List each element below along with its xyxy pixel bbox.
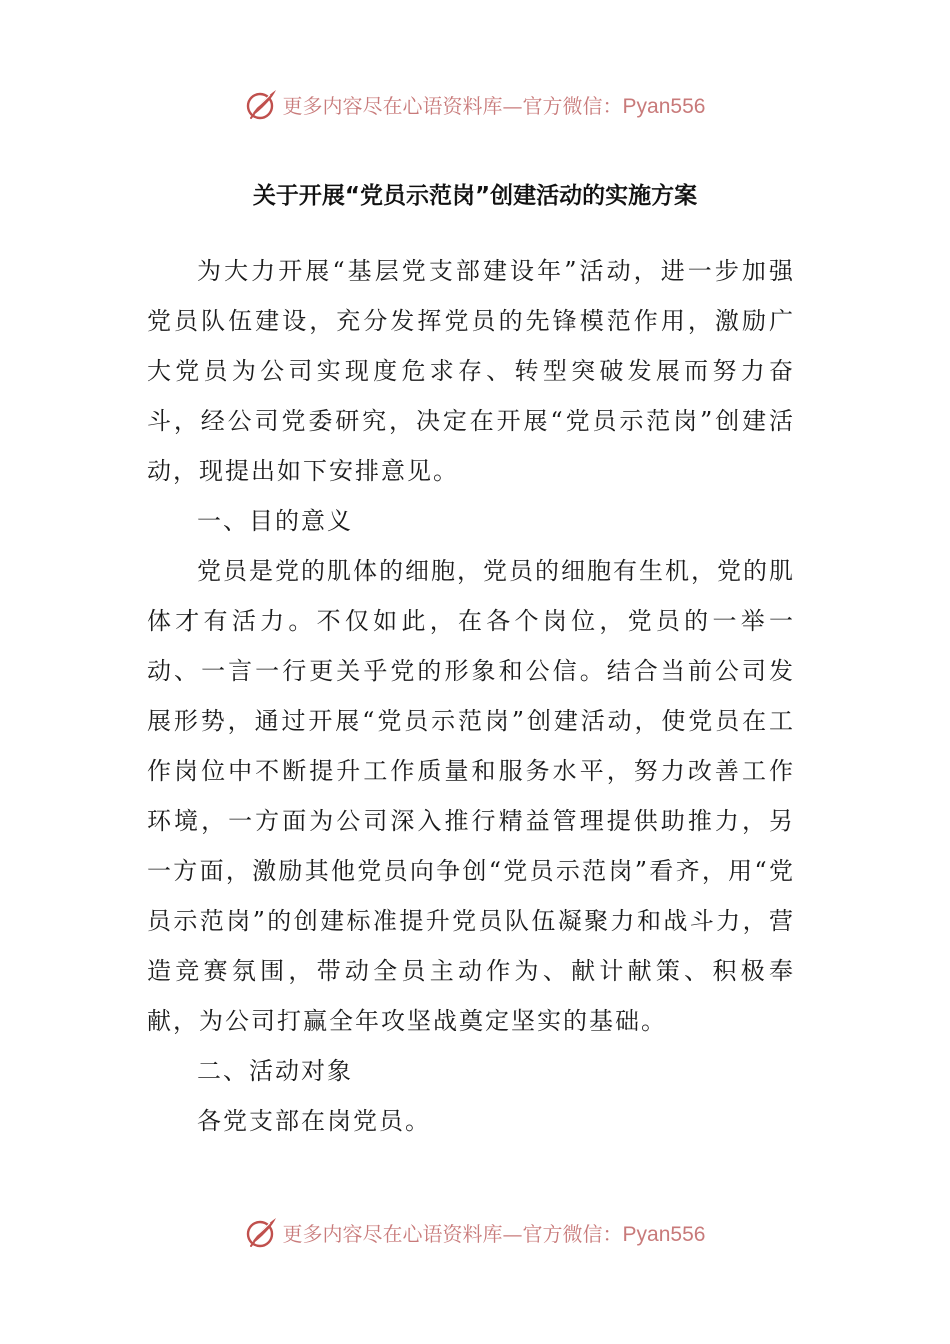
section-heading-purpose: 一、目的意义 <box>197 507 353 535</box>
quill-pen-logo-icon <box>245 1215 279 1249</box>
watermark-prefix: 更多内容尽在心语资料库—官方微信： <box>282 1221 623 1246</box>
header-watermark <box>0 84 950 124</box>
footer-watermark <box>0 1212 950 1252</box>
watermark-wechat-id: Pyan556 <box>622 94 706 118</box>
quill-pen-logo-icon <box>245 87 279 121</box>
paragraph-target: 各党支部在岗党员。 <box>197 1107 431 1135</box>
watermark-wechat-id: Pyan556 <box>622 1222 706 1246</box>
paragraph-intro: 为大力开展“基层党支部建设年”活动，进一步加强党员队伍建设，充分发挥党员的先锋模范作用，激励广大党员为公司实现度危求存、转型突破发展而努力奋斗，经公司党委研究，决定在开展“党员示范岗”创建活动，现提出如下安排意见。 <box>147 257 795 485</box>
document-title: 关于开展“党员示范岗”创建活动的实施方案 <box>252 183 698 209</box>
watermark-text <box>283 90 706 119</box>
section-heading-target: 二、活动对象 <box>197 1057 353 1085</box>
document-body <box>147 246 795 1146</box>
paragraph-purpose: 党员是党的肌体的细胞，党员的细胞有生机，党的肌体才有活力。不仅如此，在各个岗位，党员的一举一动、一言一行更关乎党的形象和公信。结合当前公司发展形势，通过开展“党员示范岗”创建活动，使党员在工作岗位中不断提升工作质量和服务水平，努力改善工作环境，一方面为公司深入推行精益管理提供助推力，另一方面，激励其他党员向争创“党员示范岗”看齐，用“党员示范岗”的创建标准提升党员队伍凝聚力和战斗力，营造竞赛氛围，带动全员主动作为、献计献策、积极奉献，为公司打赢全年攻坚战奠定坚实的基础。 <box>147 557 795 1035</box>
watermark-prefix: 更多内容尽在心语资料库—官方微信： <box>282 93 623 118</box>
watermark-text <box>283 1218 706 1247</box>
